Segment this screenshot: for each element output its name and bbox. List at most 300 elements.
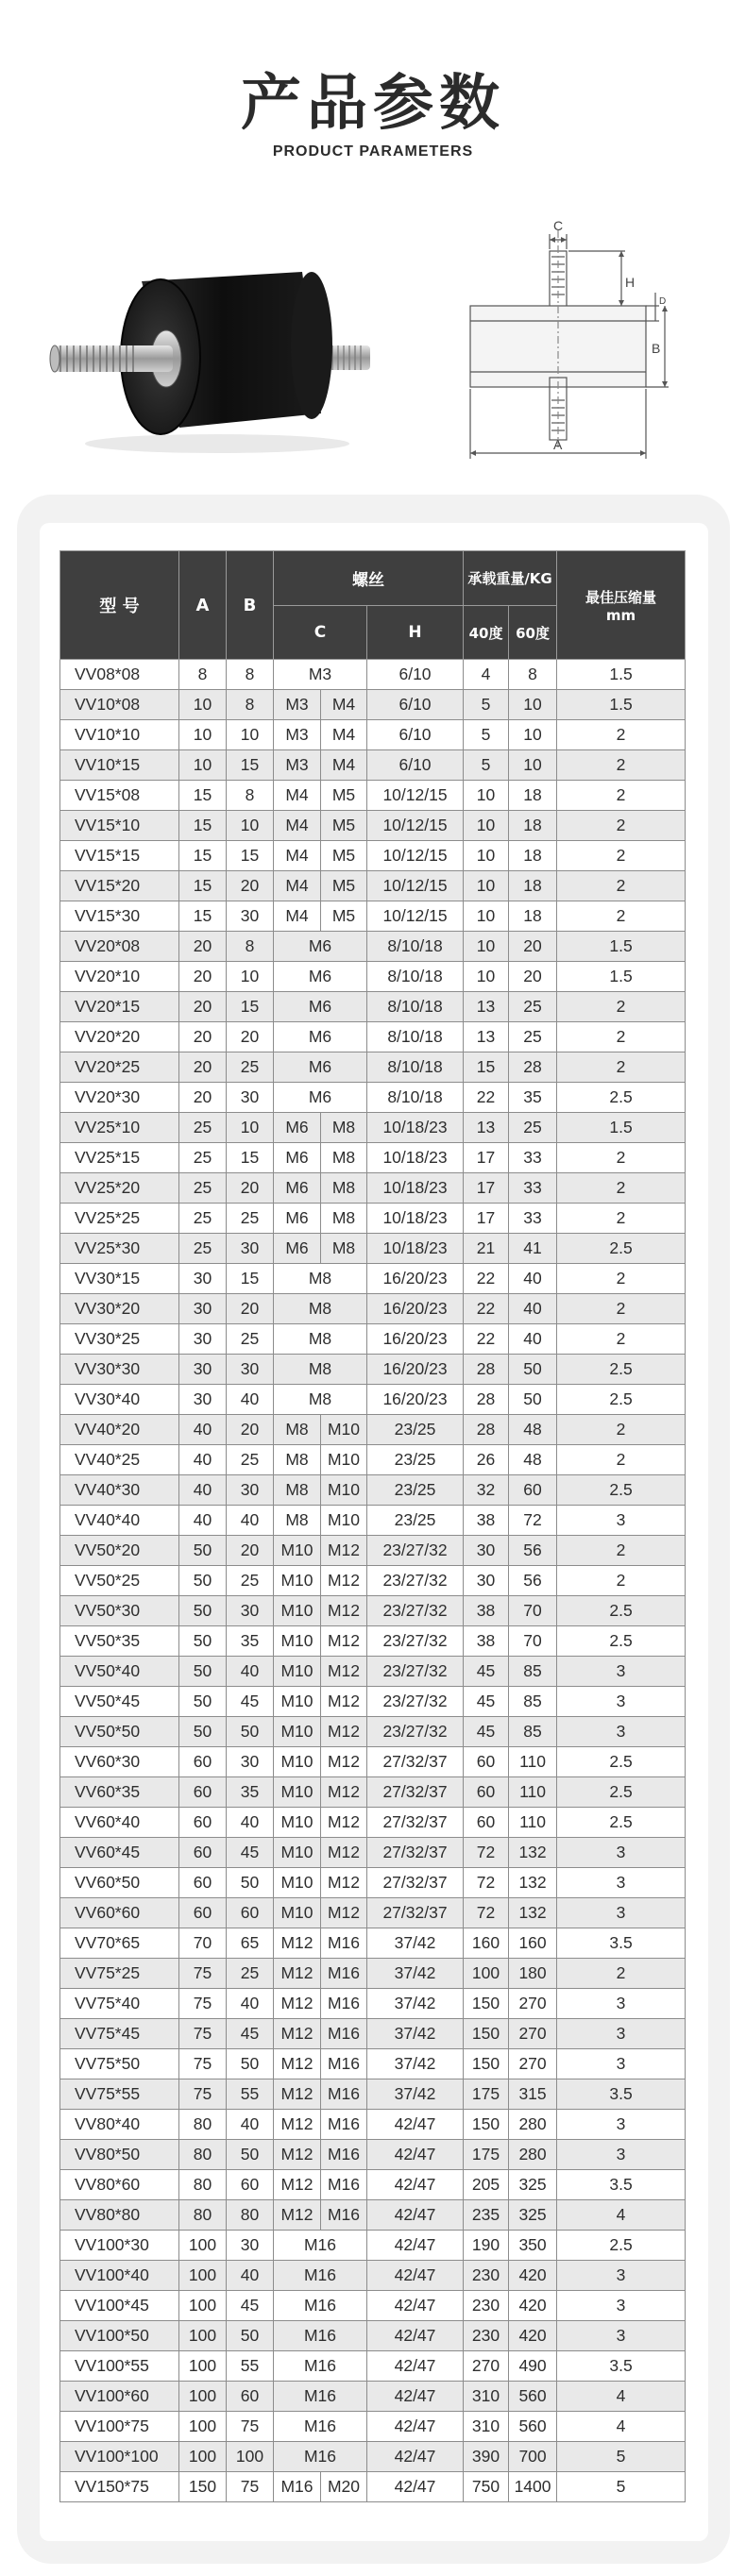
table-row <box>60 1808 686 1838</box>
cell-model: VV50*20 <box>60 1536 179 1566</box>
cell-thread-c: M8 <box>274 1385 367 1415</box>
cell-load-40: 28 <box>464 1415 509 1445</box>
cell-thread-c2: M12 <box>321 1777 367 1808</box>
cell-model: VV80*50 <box>60 2140 179 2170</box>
cell-thread-c: M16 <box>274 2231 367 2261</box>
cell-model: VV15*10 <box>60 811 179 841</box>
cell-load-60: 18 <box>509 901 557 932</box>
cell-load-60: 420 <box>509 2291 557 2321</box>
cell-h: 16/20/23 <box>367 1324 464 1355</box>
cell-b: 25 <box>227 1445 274 1475</box>
cell-a: 50 <box>179 1687 227 1717</box>
cell-thread-c2: M12 <box>321 1717 367 1747</box>
cell-model: VV100*100 <box>60 2442 179 2472</box>
cell-a: 75 <box>179 2019 227 2049</box>
cell-a: 30 <box>179 1355 227 1385</box>
cell-h: 42/47 <box>367 2472 464 2502</box>
cell-load-60: 70 <box>509 1596 557 1626</box>
table-row <box>60 1838 686 1868</box>
cell-a: 15 <box>179 811 227 841</box>
cell-h: 42/47 <box>367 2442 464 2472</box>
cell-compression: 2.5 <box>557 1777 686 1808</box>
cell-load-60: 270 <box>509 1989 557 2019</box>
cell-thread-c2: M5 <box>321 781 367 811</box>
cell-compression: 3 <box>557 2140 686 2170</box>
cell-b: 50 <box>227 2049 274 2079</box>
cell-thread-c2: M12 <box>321 1657 367 1687</box>
cell-load-60: 60 <box>509 1475 557 1506</box>
cell-b: 40 <box>227 1989 274 2019</box>
cell-a: 75 <box>179 2079 227 2110</box>
cell-compression: 1.5 <box>557 1113 686 1143</box>
cell-load-40: 72 <box>464 1868 509 1898</box>
cell-a: 150 <box>179 2472 227 2502</box>
cell-a: 15 <box>179 901 227 932</box>
cell-a: 30 <box>179 1264 227 1294</box>
table-row <box>60 2200 686 2231</box>
cell-a: 75 <box>179 1959 227 1989</box>
cell-load-60: 48 <box>509 1445 557 1475</box>
cell-load-60: 40 <box>509 1264 557 1294</box>
cell-load-40: 45 <box>464 1717 509 1747</box>
cell-load-60: 56 <box>509 1566 557 1596</box>
cell-load-40: 4 <box>464 660 509 690</box>
cell-load-40: 10 <box>464 811 509 841</box>
cell-load-60: 70 <box>509 1626 557 1657</box>
cell-load-40: 21 <box>464 1234 509 1264</box>
cell-a: 25 <box>179 1143 227 1173</box>
cell-thread-c1: M12 <box>274 2170 321 2200</box>
cell-h: 42/47 <box>367 2140 464 2170</box>
cell-model: VV80*40 <box>60 2110 179 2140</box>
cell-thread-c1: M12 <box>274 1989 321 2019</box>
cell-h: 23/27/32 <box>367 1717 464 1747</box>
cell-model: VV20*08 <box>60 932 179 962</box>
cell-b: 30 <box>227 1355 274 1385</box>
cell-load-40: 38 <box>464 1506 509 1536</box>
cell-compression: 2 <box>557 992 686 1022</box>
cell-b: 100 <box>227 2442 274 2472</box>
cell-h: 8/10/18 <box>367 962 464 992</box>
dim-label-h: H <box>625 275 636 290</box>
cell-a: 100 <box>179 2351 227 2382</box>
cell-b: 45 <box>227 1687 274 1717</box>
cell-load-40: 32 <box>464 1475 509 1506</box>
cell-load-40: 10 <box>464 962 509 992</box>
cell-load-40: 60 <box>464 1777 509 1808</box>
cell-load-60: 85 <box>509 1717 557 1747</box>
cell-model: VV60*35 <box>60 1777 179 1808</box>
cell-model: VV25*30 <box>60 1234 179 1264</box>
cell-thread-c2: M5 <box>321 871 367 901</box>
cell-h: 37/42 <box>367 1928 464 1959</box>
cell-h: 42/47 <box>367 2200 464 2231</box>
table-row <box>60 1868 686 1898</box>
table-row <box>60 1928 686 1959</box>
cell-load-40: 38 <box>464 1596 509 1626</box>
cell-a: 100 <box>179 2442 227 2472</box>
cell-a: 15 <box>179 841 227 871</box>
cell-load-40: 10 <box>464 901 509 932</box>
cell-thread-c: M6 <box>274 932 367 962</box>
table-row <box>60 1506 686 1536</box>
cell-thread-c1: M8 <box>274 1475 321 1506</box>
cell-load-60: 315 <box>509 2079 557 2110</box>
cell-h: 10/18/23 <box>367 1143 464 1173</box>
cell-b: 20 <box>227 1022 274 1052</box>
cell-thread-c: M6 <box>274 1052 367 1083</box>
cell-compression: 2 <box>557 781 686 811</box>
header-b: B <box>227 551 274 660</box>
cell-compression: 3 <box>557 2019 686 2049</box>
table-row <box>60 1536 686 1566</box>
cell-a: 100 <box>179 2412 227 2442</box>
cell-h: 27/32/37 <box>367 1747 464 1777</box>
cell-load-60: 41 <box>509 1234 557 1264</box>
cell-load-40: 230 <box>464 2261 509 2291</box>
cell-h: 10/12/15 <box>367 901 464 932</box>
table-row <box>60 1324 686 1355</box>
cell-compression: 2 <box>557 901 686 932</box>
dim-label-b: B <box>652 341 661 356</box>
cell-h: 23/27/32 <box>367 1566 464 1596</box>
cell-compression: 2 <box>557 1264 686 1294</box>
cell-compression: 4 <box>557 2412 686 2442</box>
cell-load-40: 150 <box>464 2049 509 2079</box>
cell-b: 30 <box>227 1083 274 1113</box>
cell-h: 42/47 <box>367 2412 464 2442</box>
cell-a: 20 <box>179 992 227 1022</box>
table-row <box>60 992 686 1022</box>
cell-compression: 2 <box>557 1143 686 1173</box>
table-row <box>60 841 686 871</box>
cell-thread-c2: M4 <box>321 720 367 750</box>
cell-a: 50 <box>179 1536 227 1566</box>
cell-compression: 2.5 <box>557 1596 686 1626</box>
cell-model: VV30*40 <box>60 1385 179 1415</box>
cell-compression: 2 <box>557 720 686 750</box>
cell-compression: 3 <box>557 1657 686 1687</box>
cell-b: 35 <box>227 1626 274 1657</box>
cell-thread-c1: M10 <box>274 1898 321 1928</box>
cell-load-60: 18 <box>509 811 557 841</box>
cell-load-60: 25 <box>509 1022 557 1052</box>
cell-thread-c: M16 <box>274 2351 367 2382</box>
cell-compression: 3 <box>557 1717 686 1747</box>
cell-a: 20 <box>179 932 227 962</box>
cell-compression: 2.5 <box>557 2231 686 2261</box>
cell-compression: 2 <box>557 750 686 781</box>
cell-compression: 1.5 <box>557 660 686 690</box>
cell-b: 75 <box>227 2412 274 2442</box>
cell-h: 16/20/23 <box>367 1294 464 1324</box>
cell-thread-c2: M10 <box>321 1475 367 1506</box>
cell-b: 40 <box>227 1808 274 1838</box>
cell-a: 40 <box>179 1506 227 1536</box>
table-row <box>60 1777 686 1808</box>
cell-load-60: 28 <box>509 1052 557 1083</box>
cell-load-40: 310 <box>464 2412 509 2442</box>
cell-load-60: 33 <box>509 1204 557 1234</box>
cell-load-60: 325 <box>509 2170 557 2200</box>
cell-model: VV10*10 <box>60 720 179 750</box>
cell-a: 60 <box>179 1808 227 1838</box>
table-row <box>60 1083 686 1113</box>
cell-h: 42/47 <box>367 2382 464 2412</box>
cell-load-40: 160 <box>464 1928 509 1959</box>
cell-a: 80 <box>179 2140 227 2170</box>
cell-model: VV60*50 <box>60 1868 179 1898</box>
cell-a: 60 <box>179 1777 227 1808</box>
cell-thread-c2: M12 <box>321 1687 367 1717</box>
cell-thread-c2: M12 <box>321 1596 367 1626</box>
cell-compression: 2.5 <box>557 1626 686 1657</box>
cell-b: 10 <box>227 811 274 841</box>
cell-thread-c1: M10 <box>274 1566 321 1596</box>
cell-thread-c1: M8 <box>274 1445 321 1475</box>
cell-b: 50 <box>227 2321 274 2351</box>
cell-b: 50 <box>227 2140 274 2170</box>
cell-a: 20 <box>179 1052 227 1083</box>
cell-compression: 1.5 <box>557 932 686 962</box>
cell-thread-c1: M8 <box>274 1415 321 1445</box>
table-row <box>60 781 686 811</box>
cell-model: VV75*45 <box>60 2019 179 2049</box>
cell-load-40: 10 <box>464 841 509 871</box>
cell-thread-c1: M4 <box>274 781 321 811</box>
cell-model: VV20*15 <box>60 992 179 1022</box>
cell-compression: 3.5 <box>557 2079 686 2110</box>
cell-load-60: 350 <box>509 2231 557 2261</box>
cell-compression: 3 <box>557 2261 686 2291</box>
table-row <box>60 750 686 781</box>
cell-a: 50 <box>179 1717 227 1747</box>
cell-thread-c: M8 <box>274 1264 367 1294</box>
table-row <box>60 2231 686 2261</box>
cell-b: 8 <box>227 660 274 690</box>
cell-model: VV50*40 <box>60 1657 179 1687</box>
cell-thread-c1: M12 <box>274 1959 321 1989</box>
table-row <box>60 1657 686 1687</box>
cell-compression: 2 <box>557 1445 686 1475</box>
cell-load-40: 60 <box>464 1808 509 1838</box>
cell-b: 20 <box>227 1173 274 1204</box>
cell-model: VV100*50 <box>60 2321 179 2351</box>
table-row <box>60 2049 686 2079</box>
cell-b: 25 <box>227 1959 274 1989</box>
cell-thread-c2: M5 <box>321 841 367 871</box>
cell-compression: 3 <box>557 1868 686 1898</box>
cell-load-40: 72 <box>464 1898 509 1928</box>
cell-h: 8/10/18 <box>367 932 464 962</box>
cell-a: 20 <box>179 962 227 992</box>
cell-model: VV25*15 <box>60 1143 179 1173</box>
cell-compression: 1.5 <box>557 690 686 720</box>
dimension-drawing <box>449 211 674 466</box>
cell-a: 100 <box>179 2261 227 2291</box>
table-row <box>60 1596 686 1626</box>
cell-h: 42/47 <box>367 2110 464 2140</box>
cell-load-40: 17 <box>464 1143 509 1173</box>
cell-thread-c1: M6 <box>274 1204 321 1234</box>
cell-compression: 3.5 <box>557 1928 686 1959</box>
table-row <box>60 2170 686 2200</box>
cell-model: VV75*25 <box>60 1959 179 1989</box>
cell-compression: 3 <box>557 1506 686 1536</box>
cell-load-40: 28 <box>464 1355 509 1385</box>
table-row <box>60 1052 686 1083</box>
table-row <box>60 901 686 932</box>
cell-model: VV75*55 <box>60 2079 179 2110</box>
table-row <box>60 660 686 690</box>
cell-thread-c2: M16 <box>321 2110 367 2140</box>
cell-model: VV20*20 <box>60 1022 179 1052</box>
cell-load-40: 230 <box>464 2321 509 2351</box>
table-row <box>60 2351 686 2382</box>
cell-model: VV75*40 <box>60 1989 179 2019</box>
cell-model: VV50*50 <box>60 1717 179 1747</box>
cell-a: 60 <box>179 1868 227 1898</box>
table-row <box>60 2019 686 2049</box>
cell-model: VV10*15 <box>60 750 179 781</box>
cell-load-60: 50 <box>509 1355 557 1385</box>
cell-b: 55 <box>227 2079 274 2110</box>
cell-load-60: 35 <box>509 1083 557 1113</box>
cell-compression: 2 <box>557 1536 686 1566</box>
cell-b: 45 <box>227 2019 274 2049</box>
cell-load-40: 60 <box>464 1747 509 1777</box>
header-c: C <box>274 606 367 660</box>
cell-b: 15 <box>227 1143 274 1173</box>
cell-a: 40 <box>179 1475 227 1506</box>
table-row <box>60 1264 686 1294</box>
cell-load-60: 18 <box>509 841 557 871</box>
cell-load-40: 28 <box>464 1385 509 1415</box>
cell-load-40: 30 <box>464 1536 509 1566</box>
cell-load-40: 150 <box>464 2019 509 2049</box>
cell-thread-c1: M8 <box>274 1506 321 1536</box>
cell-load-60: 110 <box>509 1747 557 1777</box>
cell-thread-c1: M10 <box>274 1687 321 1717</box>
cell-b: 40 <box>227 1506 274 1536</box>
header-compression-line2: mm <box>605 606 636 624</box>
cell-thread-c: M8 <box>274 1324 367 1355</box>
cell-load-40: 10 <box>464 871 509 901</box>
cell-model: VV100*30 <box>60 2231 179 2261</box>
cell-model: VV100*45 <box>60 2291 179 2321</box>
cell-thread-c: M6 <box>274 1022 367 1052</box>
cell-thread-c: M16 <box>274 2412 367 2442</box>
cell-b: 30 <box>227 1234 274 1264</box>
table-row <box>60 1687 686 1717</box>
cell-thread-c1: M10 <box>274 1536 321 1566</box>
cell-compression: 2.5 <box>557 1355 686 1385</box>
cell-b: 15 <box>227 841 274 871</box>
cell-model: VV25*20 <box>60 1173 179 1204</box>
cell-thread-c2: M12 <box>321 1838 367 1868</box>
table-row <box>60 871 686 901</box>
cell-thread-c1: M3 <box>274 750 321 781</box>
cell-h: 23/25 <box>367 1415 464 1445</box>
cell-thread-c1: M12 <box>274 1928 321 1959</box>
cell-thread-c1: M12 <box>274 2200 321 2231</box>
cell-load-40: 72 <box>464 1838 509 1868</box>
cell-compression: 4 <box>557 2200 686 2231</box>
cell-thread-c2: M20 <box>321 2472 367 2502</box>
cell-thread-c2: M16 <box>321 1928 367 1959</box>
cell-h: 10/18/23 <box>367 1113 464 1143</box>
cell-a: 15 <box>179 781 227 811</box>
cell-model: VV60*45 <box>60 1838 179 1868</box>
table-row <box>60 1173 686 1204</box>
table-row <box>60 1626 686 1657</box>
cell-thread-c2: M5 <box>321 901 367 932</box>
cell-load-40: 175 <box>464 2079 509 2110</box>
table-row <box>60 1989 686 2019</box>
cell-h: 23/27/32 <box>367 1657 464 1687</box>
cell-thread-c2: M8 <box>321 1113 367 1143</box>
cell-b: 40 <box>227 2261 274 2291</box>
cell-model: VV10*08 <box>60 690 179 720</box>
cell-a: 10 <box>179 750 227 781</box>
cell-thread-c2: M16 <box>321 2200 367 2231</box>
table-row <box>60 2321 686 2351</box>
cell-thread-c2: M12 <box>321 1747 367 1777</box>
cell-h: 6/10 <box>367 750 464 781</box>
cell-thread-c: M6 <box>274 962 367 992</box>
cell-compression: 2.5 <box>557 1747 686 1777</box>
cell-h: 10/12/15 <box>367 811 464 841</box>
cell-a: 20 <box>179 1022 227 1052</box>
cell-h: 23/25 <box>367 1475 464 1506</box>
cell-h: 10/12/15 <box>367 871 464 901</box>
cell-thread-c: M16 <box>274 2382 367 2412</box>
cell-h: 8/10/18 <box>367 1052 464 1083</box>
cell-h: 16/20/23 <box>367 1355 464 1385</box>
cell-load-40: 13 <box>464 1022 509 1052</box>
cell-a: 100 <box>179 2291 227 2321</box>
table-row <box>60 690 686 720</box>
cell-load-40: 13 <box>464 1113 509 1143</box>
cell-compression: 2 <box>557 1566 686 1596</box>
dim-label-c: C <box>553 218 564 233</box>
cell-load-60: 18 <box>509 871 557 901</box>
cell-load-40: 270 <box>464 2351 509 2382</box>
cell-b: 30 <box>227 1747 274 1777</box>
cell-h: 23/27/32 <box>367 1536 464 1566</box>
cell-compression: 2 <box>557 1415 686 1445</box>
cell-b: 10 <box>227 962 274 992</box>
cell-compression: 2 <box>557 1173 686 1204</box>
cell-b: 8 <box>227 690 274 720</box>
cell-compression: 2 <box>557 1324 686 1355</box>
cell-thread-c2: M16 <box>321 1989 367 2019</box>
cell-a: 50 <box>179 1657 227 1687</box>
cell-b: 30 <box>227 1596 274 1626</box>
cell-h: 42/47 <box>367 2291 464 2321</box>
cell-load-60: 72 <box>509 1506 557 1536</box>
cell-load-40: 150 <box>464 1989 509 2019</box>
cell-thread-c1: M12 <box>274 2140 321 2170</box>
cell-h: 16/20/23 <box>367 1264 464 1294</box>
cell-load-60: 700 <box>509 2442 557 2472</box>
cell-thread-c1: M6 <box>274 1113 321 1143</box>
cell-load-60: 20 <box>509 962 557 992</box>
cell-model: VV75*50 <box>60 2049 179 2079</box>
cell-load-40: 205 <box>464 2170 509 2200</box>
cell-a: 100 <box>179 2382 227 2412</box>
cell-b: 25 <box>227 1566 274 1596</box>
